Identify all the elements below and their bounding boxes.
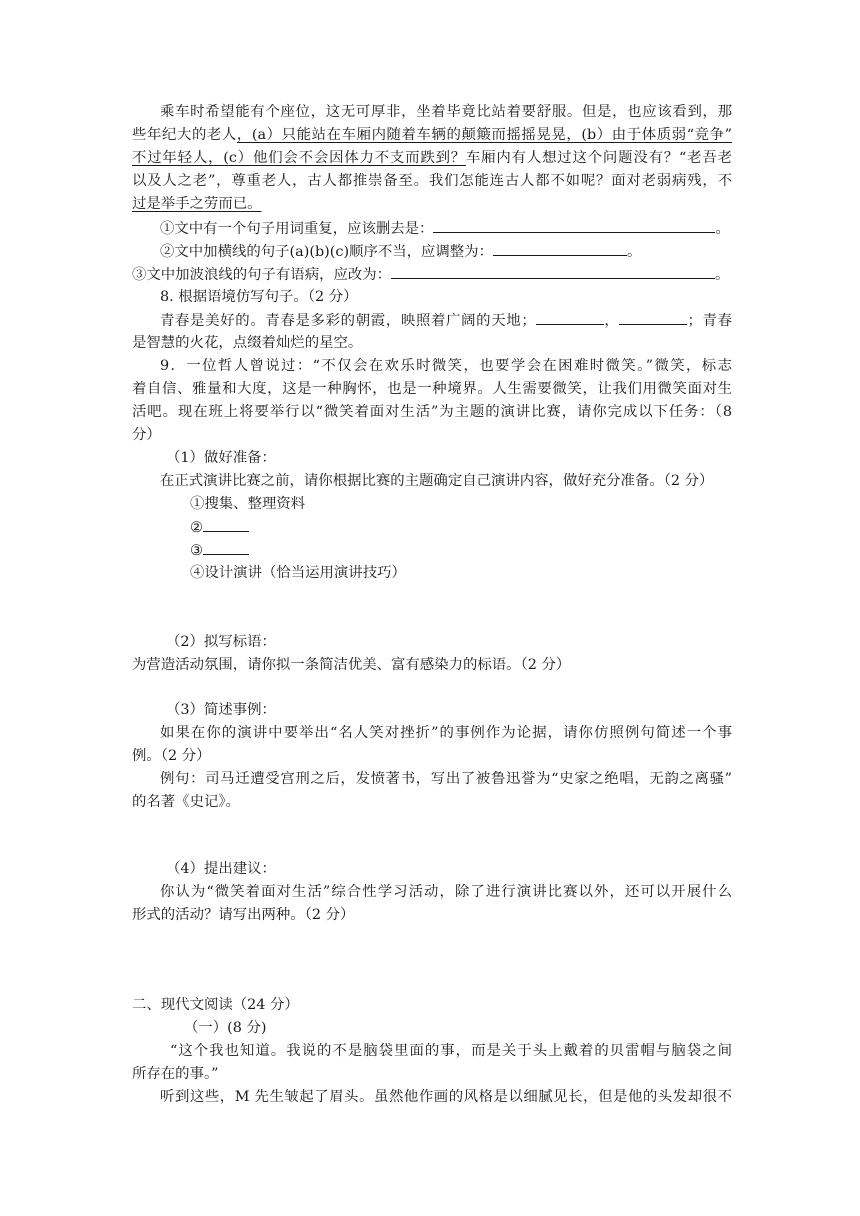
q8-line-1 (160, 310, 732, 330)
passage-line-3-plain: 车厢内有人想过这个问题没有？“老吾老 (466, 150, 732, 166)
q8-line-2: 是智慧的火花，点缀着灿烂的星空。 (132, 335, 363, 351)
q9-part1-title: （1）做好准备： (166, 450, 276, 466)
q9-line-2: 着自信、雅量和大度，这是一种胸怀，也是一种境界。人生需要微笑，让我们用微笑面对生 (132, 381, 732, 397)
q7-item-3 (132, 264, 732, 284)
underlined-sentence-c: 不过年轻人，(c）他们会不会因体力不支而跌到？ (132, 150, 466, 166)
answer-blank[interactable] (391, 264, 715, 279)
q9-line-1: 9．一位哲人曾说过：“不仅会在欢乐时微笑，也要学会在困难时微笑。”微笑，标志 (160, 358, 732, 374)
section-2-line-3: 听到这些，M 先生皱起了眉头。虽然他作画的风格是以细腻见长，但是他的头发却很不 (160, 1089, 732, 1105)
q8-line-1-comma: ， (603, 313, 620, 329)
q7-item-3-text: ③文中加波浪线的句子有语病，应改为： (132, 267, 392, 283)
q9-part2-desc: 为营造活动氛围，请你拟一条简洁优美、富有感染力的标语。（2 分） (132, 657, 571, 673)
item-2-number: ② (190, 520, 203, 536)
q9-part1-item-1: ①搜集、整理资料 (190, 496, 306, 512)
q7-item-2 (160, 241, 732, 261)
passage-line-2-plain: 些年纪大的老人 (132, 127, 237, 143)
q7-item-1-end: 。 (715, 221, 730, 237)
q7-item-2-end: 。 (626, 244, 642, 260)
passage-line-1: 乘车时希望能有个座位，这无可厚非，坐着毕竟比站着要舒服。但是，也应该看到，那 (160, 104, 732, 120)
q9-part3-line-4: 的名著《史记》。 (132, 794, 240, 810)
wavy-sentence: 过是举手之劳而已。 (132, 196, 262, 212)
answer-blank[interactable] (493, 241, 627, 256)
q9-part3-line-1: 如果在你的演讲中要举出“名人笑对挫折”的事例作为论据，请你仿照例句简述一个事 (160, 725, 732, 741)
q9-part4-line-2: 形式的活动？请写出两种。（2 分） (132, 907, 355, 923)
q9-line-4: 分） (132, 427, 161, 443)
underlined-sentence-a-b: ，(a）只能站在车厢内随着车辆的颠簸而摇摇晃晃，(b）由于体质弱“竞争” (236, 127, 732, 143)
passage-line-2 (132, 125, 732, 145)
passage-line-4: 以及人之老”，尊重老人，古人都推崇备至。我们怎能连古人都不如呢？面对老弱病残，不 (132, 173, 732, 189)
q8-title: 8. 根据语境仿写句子。（2 分） (160, 289, 358, 305)
item-3-number: ③ (190, 543, 203, 559)
q9-part2-title: （2）拟写标语： (166, 634, 276, 650)
section-2-line-1: “这个我也知道。我说的不是脑袋里面的事，而是关于头上戴着的贝雷帽与脑袋之间 (170, 1043, 732, 1059)
answer-blank[interactable] (203, 517, 249, 532)
q9-part1-item-4: ④设计演讲（恰当运用演讲技巧） (190, 565, 406, 581)
answer-blank[interactable] (433, 218, 715, 233)
q9-part1-item-2 (190, 517, 790, 537)
q7-item-1-text: ①文中有一个句子用词重复，应该删去是： (160, 221, 434, 237)
section-2-subtitle: （一）(8 分) (184, 1020, 267, 1036)
q9-line-3: 活吧。现在班上将要举行以“微笑着面对生活”为主题的演讲比赛，请你完成以下任务：（8 (132, 404, 732, 420)
q9-part1-desc: 在正式演讲比赛之前，请你根据比赛的主题确定自己演讲内容，做好充分准备。（2 分） (160, 473, 714, 489)
answer-blank[interactable] (619, 310, 687, 325)
q9-part3-line-3: 例句：司马迁遭受宫刑之后，发愤著书，写出了被鲁迅誉为“史家之绝唱，无韵之离骚” (160, 771, 732, 787)
section-2-line-2: 所存在的事。” (132, 1066, 219, 1082)
passage-line-3 (132, 148, 732, 168)
q8-line-1-text: 青春是美好的。青春是多彩的朝霞，映照着广阔的天地； (160, 313, 536, 329)
answer-blank[interactable] (203, 540, 249, 555)
q9-part1-item-3 (190, 540, 790, 560)
section-2-title: 二、现代文阅读（24 分） (132, 997, 299, 1013)
q7-item-2-text: ②文中加横线的句子(a)(b)(c)顺序不当，应调整为： (160, 244, 493, 260)
q8-line-1-end: ；青春 (687, 313, 732, 329)
passage-line-5 (132, 194, 732, 214)
q9-part3-line-2: 例。（2 分） (132, 748, 211, 764)
q9-part4-title: （4）提出建议： (166, 861, 276, 877)
q7-item-1 (160, 218, 732, 238)
q9-part4-line-1: 你认为“微笑着面对生活”综合性学习活动，除了进行演讲比赛以外，还可以开展什么 (160, 884, 732, 900)
q7-item-3-end: 。 (715, 267, 730, 283)
q9-part3-title: （3）简述事例： (166, 702, 276, 718)
answer-blank[interactable] (536, 310, 604, 325)
